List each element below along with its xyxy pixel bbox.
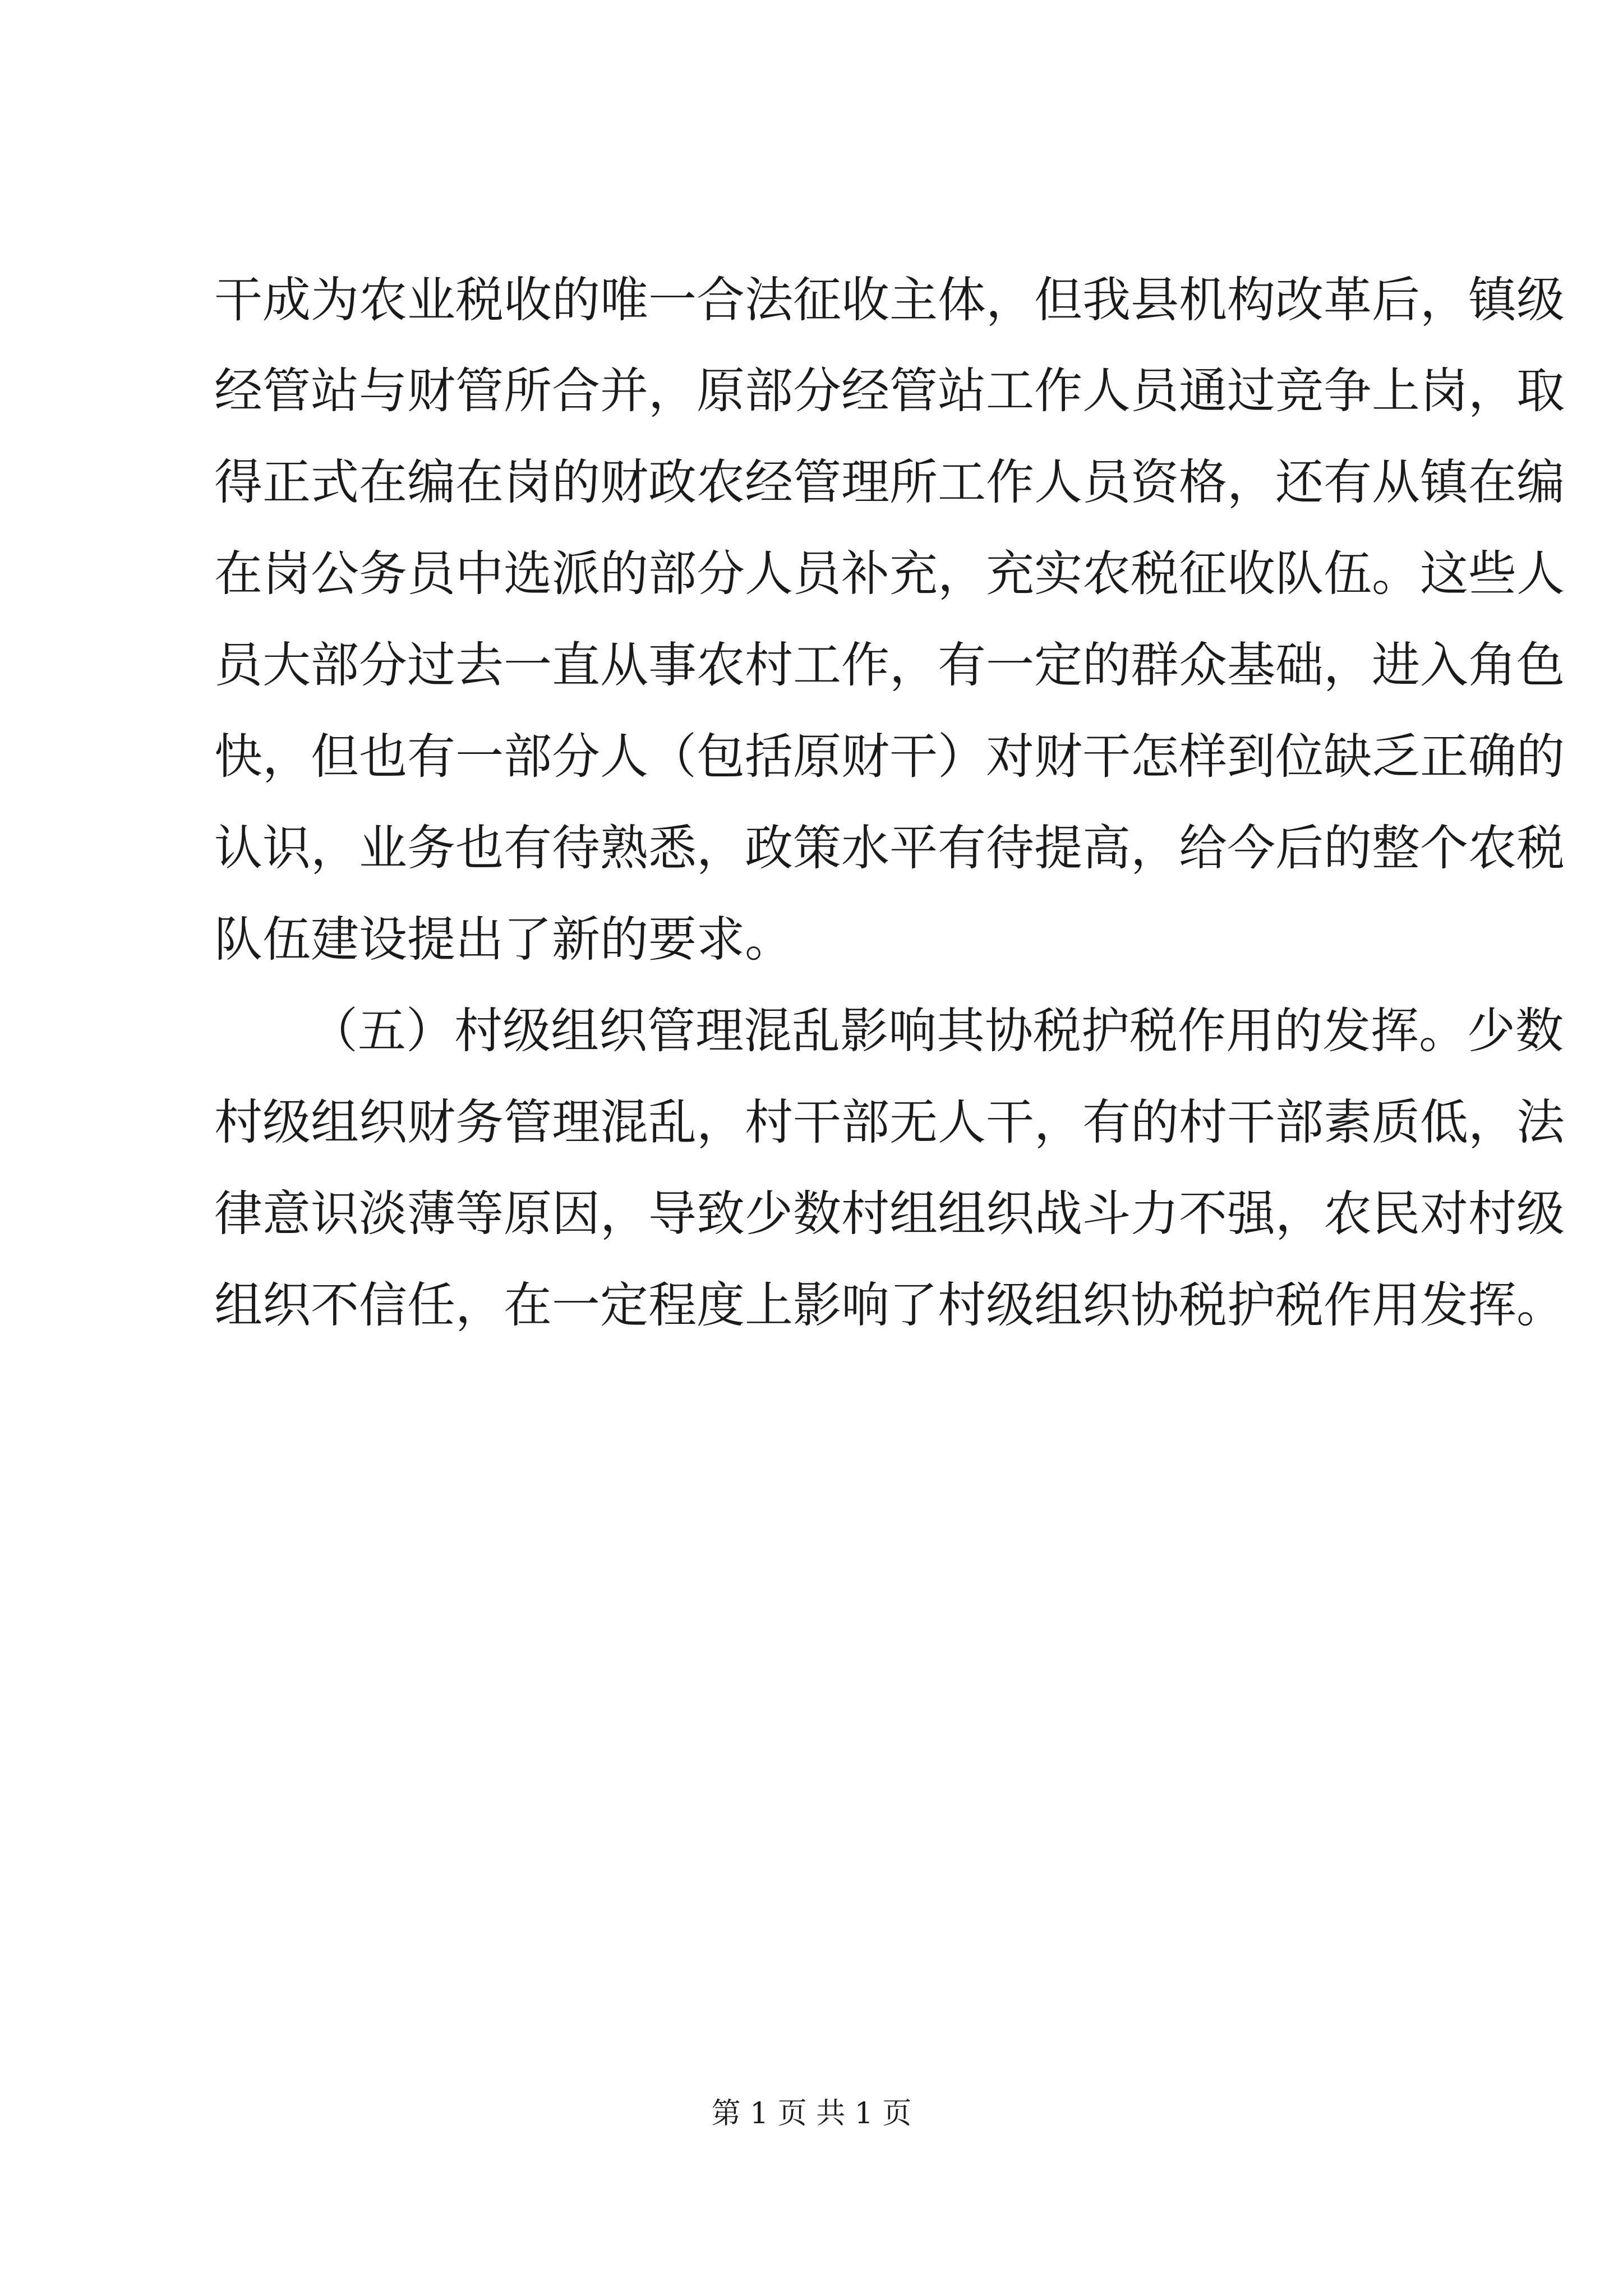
text-line: 队伍建设提出了新的要求。: [214, 912, 793, 968]
text-line: 快，但也有一部分人（包括原财干）对财干怎样到位缺乏正确的: [214, 729, 1565, 785]
text-line: 得正式在编在岗的财政农经管理所工作人员资格，还有从镇在编: [214, 454, 1565, 510]
text-line: 干成为农业税收的唯一合法征收主体，但我县机构改革后，镇级: [214, 272, 1565, 328]
text-line: 组织不信任，在一定程度上影响了村级组织协税护税作用发挥。: [214, 1277, 1565, 1333]
text-line: 认识，业务也有待熟悉，政策水平有待提高，给今后的整个农税: [214, 820, 1565, 876]
page-footer: 第 1 页 共 1 页: [711, 2097, 912, 2131]
text-line: 律意识淡薄等原因，导致少数村组组织战斗力不强，农民对村级: [214, 1186, 1565, 1242]
text-line: 在岗公务员中选派的部分人员补充，充实农税征收队伍。这些人: [214, 546, 1565, 602]
paragraph-heading-line: （五）村级组织管理混乱影响其协税护税作用的发挥。少数: [310, 1003, 1564, 1059]
text-line: 村级组织财务管理混乱，村干部无人干，有的村干部素质低，法: [214, 1094, 1565, 1151]
text-line: 经管站与财管所合并，原部分经管站工作人员通过竞争上岗，取: [214, 363, 1565, 419]
text-line: 员大部分过去一直从事农村工作，有一定的群众基础，进入角色: [214, 637, 1565, 693]
